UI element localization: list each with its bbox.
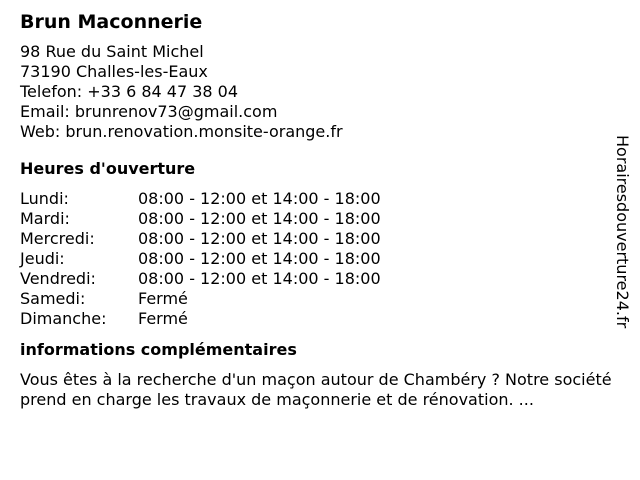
- hours-time: 08:00 - 12:00 et 14:00 - 18:00: [138, 269, 381, 288]
- website-address: Web: brun.renovation.monsite-orange.fr: [20, 122, 343, 141]
- opening-hours-table: [20, 189, 620, 329]
- email-address: Email: brunrenov73@gmail.com: [20, 102, 278, 121]
- hours-time: Fermé: [138, 289, 188, 308]
- hours-day: Vendredi:: [20, 269, 96, 288]
- address-city: 73190 Challes-les-Eaux: [20, 62, 208, 81]
- hours-day: Jeudi:: [20, 249, 65, 268]
- hours-day: Mercredi:: [20, 229, 95, 248]
- contact-block: [20, 42, 620, 142]
- hours-day: Dimanche:: [20, 309, 107, 328]
- business-card: [20, 10, 620, 410]
- hours-time: 08:00 - 12:00 et 14:00 - 18:00: [138, 209, 381, 228]
- hours-time: 08:00 - 12:00 et 14:00 - 18:00: [138, 249, 381, 268]
- hours-day: Mardi:: [20, 209, 70, 228]
- hours-row-monday: [20, 189, 620, 209]
- hours-time: Fermé: [138, 309, 188, 328]
- hours-time: 08:00 - 12:00 et 14:00 - 18:00: [138, 189, 381, 208]
- hours-day: Lundi:: [20, 189, 69, 208]
- hours-row-thursday: [20, 249, 620, 269]
- hours-time: 08:00 - 12:00 et 14:00 - 18:00: [138, 229, 381, 248]
- hours-day: Samedi:: [20, 289, 86, 308]
- hours-row-tuesday: [20, 209, 620, 229]
- additional-info-text: Vous êtes à la recherche d'un maçon autour de Chambéry ? Notre société prend en charge les travaux de maçonnerie et de rénovation. ...: [20, 370, 612, 409]
- opening-hours-heading: Heures d'ouverture: [20, 159, 196, 178]
- hours-row-saturday: [20, 289, 620, 309]
- hours-row-sunday: [20, 309, 620, 329]
- watermark-text: Horairesdouverture24.fr: [613, 135, 632, 329]
- additional-info-heading: informations complémentaires: [20, 340, 297, 359]
- address-street: 98 Rue du Saint Michel: [20, 42, 204, 61]
- business-name: Brun Maconnerie: [20, 11, 203, 33]
- phone-number: Telefon: +33 6 84 47 38 04: [20, 82, 239, 101]
- hours-row-wednesday: [20, 229, 620, 249]
- hours-row-friday: [20, 269, 620, 289]
